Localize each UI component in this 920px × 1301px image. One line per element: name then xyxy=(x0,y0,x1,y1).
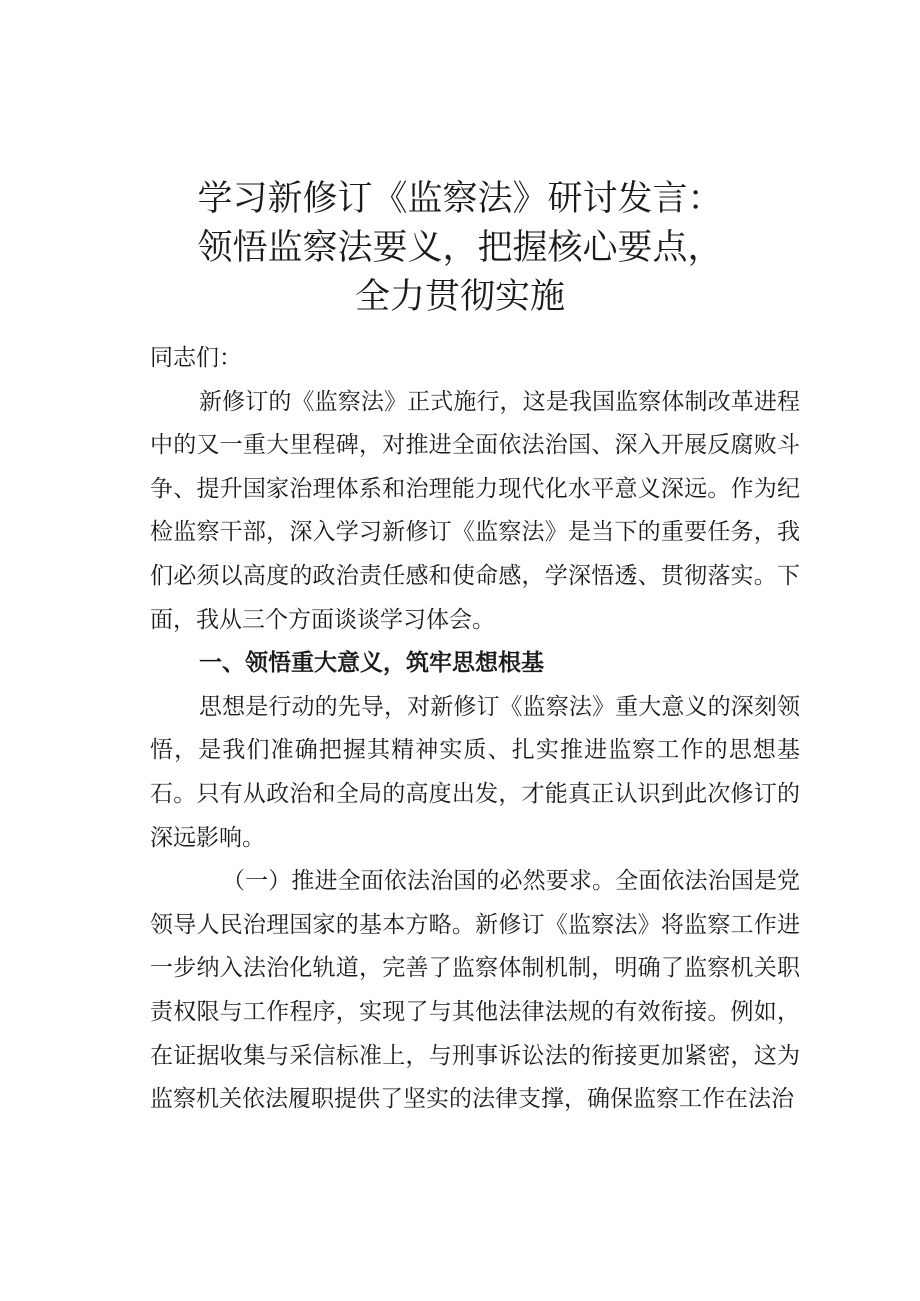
section-1-paragraph: 思想是行动的先导，对新修订《监察法》重大意义的深刻领悟，是我们准确把握其精神实质、扎实推进监察工作的思想基石。只有从政治和全局的高度出发，才能真正认识到此次修订的深远影响。 xyxy=(150,693,800,851)
intro-paragraph: 新修订的《监察法》正式施行，这是我国监察体制改革进程中的又一重大里程碑，对推进全面依法治国、深入开展反腐败斗争、提升国家治理体系和治理能力现代化水平意义深远。作为纪检监察干部，深入学习新修订《监察法》是当下的重要任务，我们必须以高度的政治责任感和使命感，学深悟透、贯彻落实。下面，我从三个方面谈谈学习体会。 xyxy=(150,388,800,633)
salutation: 同志们： xyxy=(150,345,242,371)
section-1-heading: 一、领悟重大意义，筑牢思想根基 xyxy=(199,650,544,677)
title-line-1: 学习新修订《监察法》研讨发言： xyxy=(197,179,723,220)
title-line-2: 领悟监察法要义，把握核心要点， xyxy=(197,228,723,269)
document-body xyxy=(150,337,800,1122)
subsection-1-paragraph: （一）推进全面依法治国的必然要求。全面依法治国是党领导人民治理国家的基本方略。新修订《监察法》将监察工作进一步纳入法治化轨道，完善了监察体制机制，明确了监察机关职责权限与工作程序，实现了与其他法律法规的有效衔接。例如，在证据收集与采信标准上，与刑事诉讼法的衔接更加紧密，这为监察机关依法履职提供了坚实的法律支撑，确保监察工作在法治 xyxy=(150,868,800,1113)
document-title xyxy=(0,175,920,322)
title-line-3: 全力贯彻实施 xyxy=(354,277,565,318)
